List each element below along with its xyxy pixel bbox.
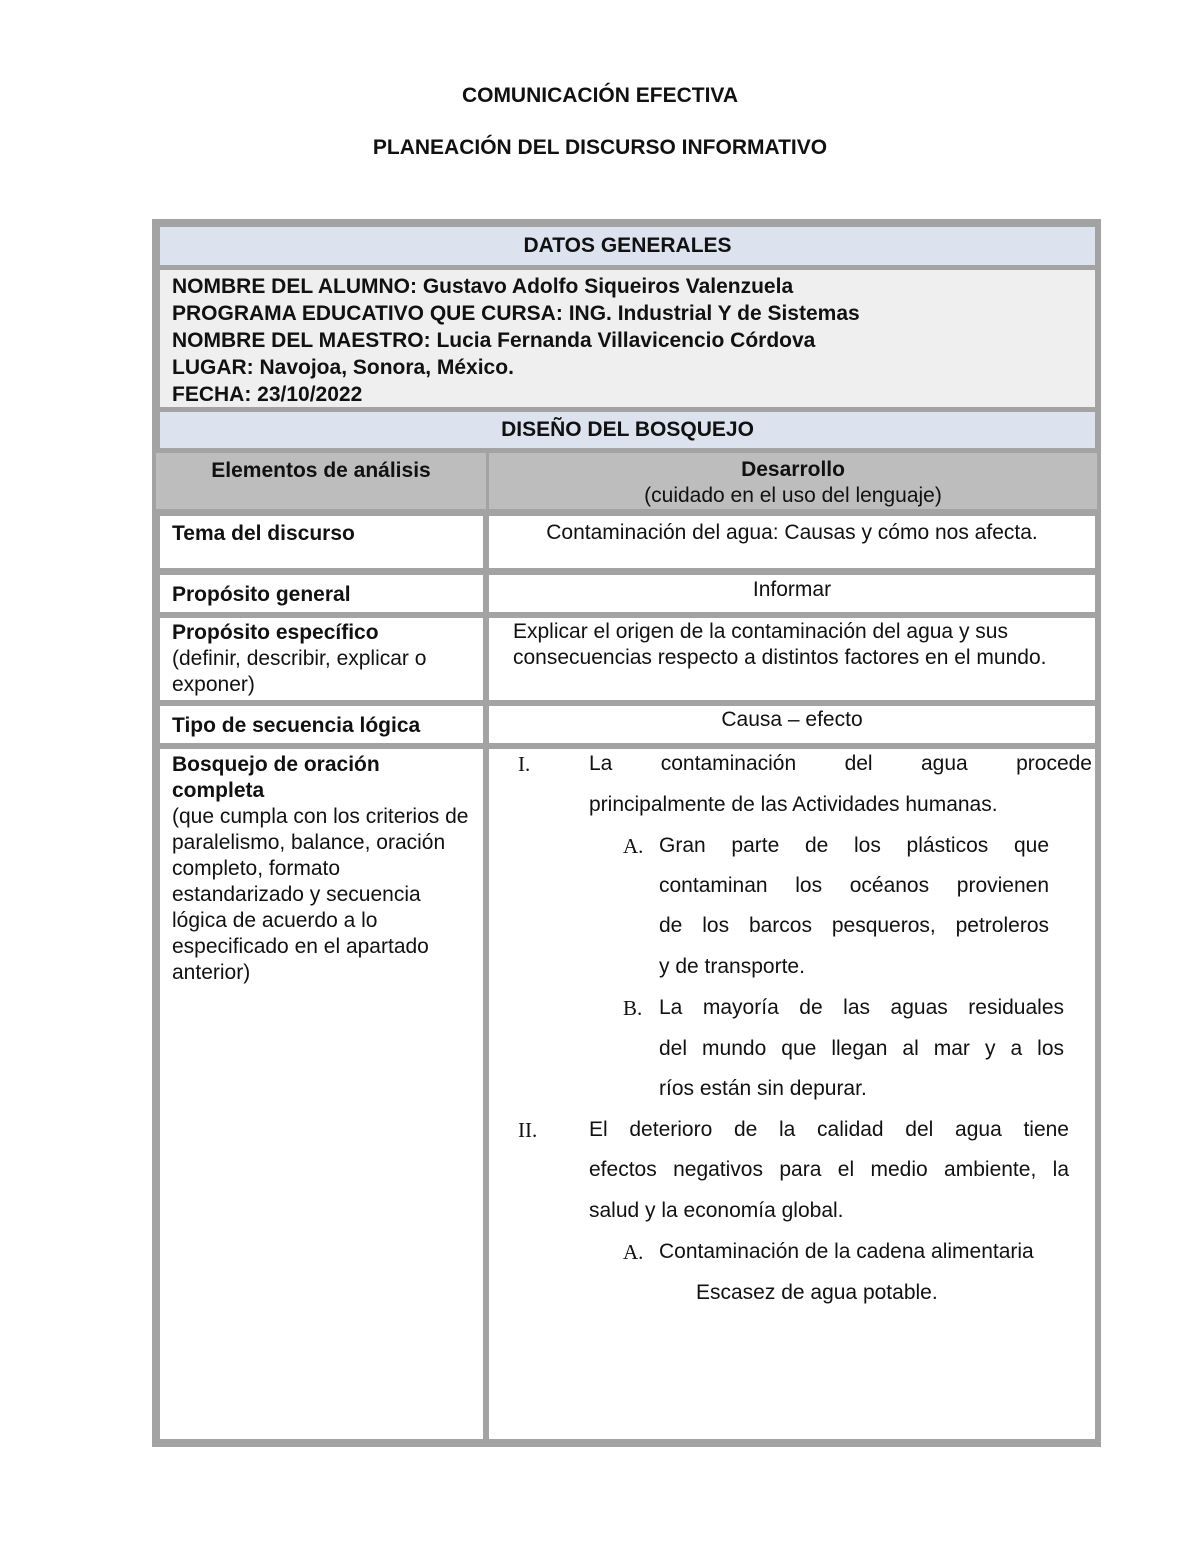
outline-item-iia-line: Contaminación de la cadena alimentaria <box>659 1240 1034 1263</box>
outline-label: Bosquejo de oración completa <box>172 753 380 802</box>
specific-purpose-label-cell <box>160 618 483 700</box>
outline-word: La <box>589 752 613 775</box>
place-value: Navojoa, Sonora, México. <box>259 356 514 379</box>
column-elements-label: Elementos de análisis <box>211 459 431 482</box>
specific-purpose-value: Explicar el origen de la contaminación del agua y sus consecuencias respecto a distintos factores en el mundo. <box>513 620 1047 669</box>
outline-item-ii-line: salud y la economía global. <box>589 1199 844 1222</box>
program-label: PROGRAMA EDUCATIVO QUE CURSA: <box>172 302 569 325</box>
topic-value-cell <box>489 516 1095 568</box>
date-value: 23/10/2022 <box>257 383 363 406</box>
general-purpose-value-cell <box>489 575 1095 612</box>
place-label: LUGAR: <box>172 356 260 379</box>
outline-item-i-line1 <box>589 752 1092 776</box>
teacher-label: NOMBRE DEL MAESTRO: <box>172 329 437 352</box>
outline-item-i-line2: principalmente de las Actividades humanas. <box>589 793 998 816</box>
outline-word: procede <box>1016 752 1092 775</box>
document-subject: COMUNICACIÓN EFECTIVA <box>461 84 739 107</box>
place-row <box>172 354 1083 381</box>
datos-generales-title: DATOS GENERALES <box>523 234 732 257</box>
specific-purpose-hint: (definir, describir, explicar o exponer) <box>172 647 427 696</box>
outline-item-ii-line: efectos negativos para el medio ambiente, la <box>589 1158 1069 1181</box>
specific-purpose-label: Propósito específico <box>172 621 379 644</box>
outline-item-ia-line: y de transporte. <box>659 955 805 978</box>
general-purpose-label: Propósito general <box>172 583 351 606</box>
outline-hint: (que cumpla con los criterios de paralelismo, balance, oración completo, formato estandarizado y secuencia lógica de acuerdo a lo especificado en el apartado anterior) <box>172 805 469 984</box>
general-data-block <box>160 270 1095 407</box>
diseno-title: DISEÑO DEL BOSQUEJO <box>501 418 754 441</box>
outline-item-ia-line: Gran parte de los plásticos que <box>659 834 1049 857</box>
student-name: Gustavo Adolfo Siqueiros Valenzuela <box>422 275 794 298</box>
general-purpose-label-cell <box>160 575 483 612</box>
outline-item-iia-line2: Escasez de agua potable. <box>696 1281 938 1304</box>
outline-word: del <box>844 752 873 775</box>
column-header-development <box>489 453 1097 509</box>
student-name-row <box>172 273 1083 300</box>
outline-item-ia-line: contaminan los océanos provienen <box>659 874 1049 897</box>
outline-marker-i: I. <box>518 752 531 776</box>
column-development-note: (cuidado en el uso del lenguaje) <box>644 484 942 507</box>
outline-marker-ib: B. <box>623 996 643 1020</box>
specific-purpose-value-cell <box>489 618 1095 700</box>
teacher-row <box>172 327 1083 354</box>
outline-item-ib-line: ríos están sin depurar. <box>659 1077 867 1100</box>
topic-value: Contaminación del agua: Causas y cómo nos afecta. <box>546 521 1038 544</box>
program-row <box>172 300 1083 327</box>
outline-word: agua <box>920 752 968 775</box>
general-purpose-value: Informar <box>752 578 832 601</box>
outline-marker-ii: II. <box>518 1118 538 1142</box>
diseno-header <box>160 412 1095 448</box>
outline-word: contaminación <box>660 752 797 775</box>
program-value: ING. Industrial Y de Sistemas <box>568 302 860 325</box>
teacher-name: Lucia Fernanda Villavicencio Córdova <box>436 329 816 352</box>
sequence-type-value-cell <box>489 706 1095 743</box>
outline-item-ib-line: del mundo que llegan al mar y a los <box>659 1037 1064 1060</box>
outline-item-ia-line: de los barcos pesqueros, petroleros <box>659 914 1049 937</box>
outline-label-cell <box>160 749 483 1439</box>
sequence-type-label-cell <box>160 706 483 743</box>
date-row <box>172 381 1083 408</box>
topic-label: Tema del discurso <box>172 522 355 545</box>
datos-generales-header <box>160 227 1095 265</box>
student-name-label: NOMBRE DEL ALUMNO: <box>172 275 423 298</box>
sequence-type-label: Tipo de secuencia lógica <box>172 714 421 737</box>
column-development-label: Desarrollo <box>741 458 845 481</box>
outline-item-ib-line: La mayoría de las aguas residuales <box>659 996 1064 1019</box>
outline-item-ii-line: El deterioro de la calidad del agua tiene <box>589 1118 1069 1141</box>
outline-marker-iia: A. <box>623 1240 644 1264</box>
date-label: FECHA: <box>172 383 258 406</box>
outline-marker-ia: A. <box>623 834 644 858</box>
topic-label-cell <box>160 516 483 568</box>
column-header-elements <box>156 453 486 509</box>
sequence-type-value: Causa – efecto <box>721 708 863 731</box>
document-title: PLANEACIÓN DEL DISCURSO INFORMATIVO <box>372 136 828 159</box>
